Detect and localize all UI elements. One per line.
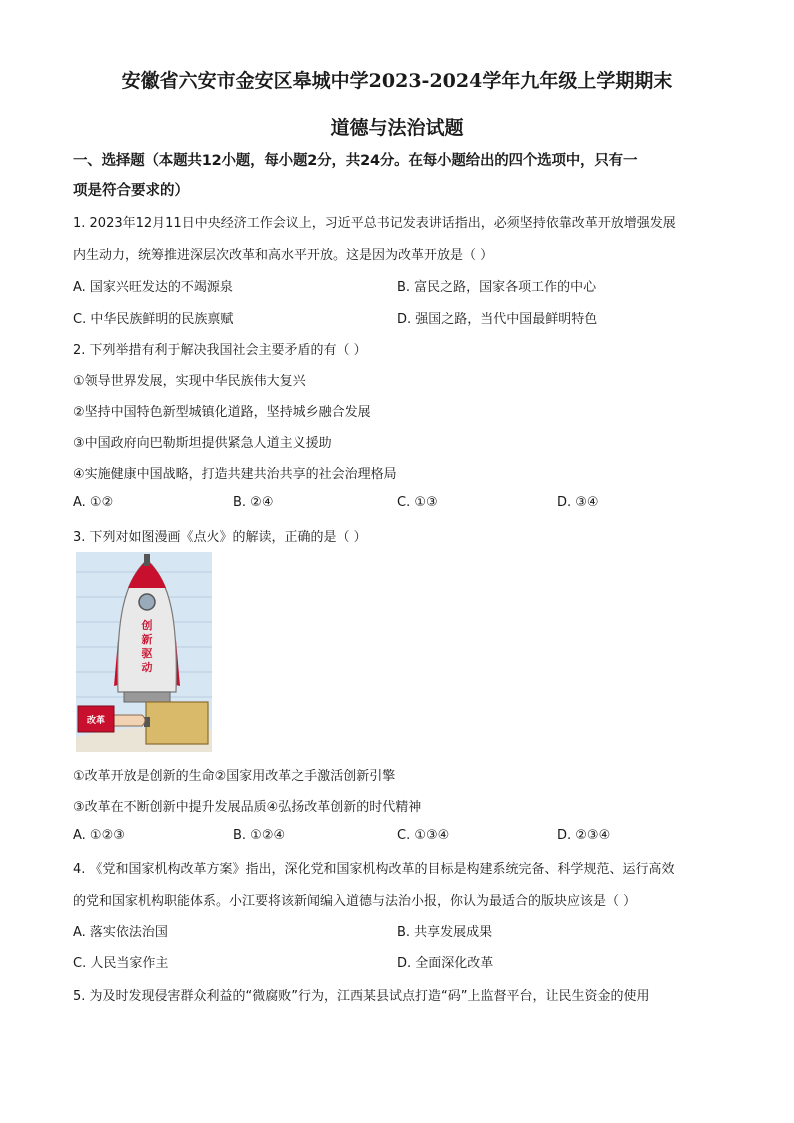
q3-stem: 3. 下列对如图漫画《点火》的解读，正确的是（ ）: [73, 530, 367, 545]
q3-item-1: ①改革开放是创新的生命②国家用改革之手激活创新引擎: [73, 769, 396, 784]
exam-title-line1: 安徽省六安市金安区皋城中学2023-2024学年九年级上学期期末: [121, 70, 673, 92]
q1-stem-line2: 内生动力，统筹推进深层次改革和高水平开放。这是因为改革开放是（ ）: [73, 248, 494, 263]
q2-item-4: ④实施健康中国战略，打造共建共治共享的社会治理格局: [73, 467, 397, 482]
q4-option-c[interactable]: C. 人民当家作主: [73, 956, 169, 971]
rocket-label-1: 创: [141, 619, 153, 632]
q3-option-b[interactable]: B. ①②④: [233, 828, 286, 843]
q1-option-d[interactable]: D. 强国之路，当代中国最鲜明特色: [397, 312, 598, 327]
q2-option-a[interactable]: A. ①②: [73, 495, 114, 510]
rocket-label-4: 动: [141, 661, 153, 674]
q3-option-c[interactable]: C. ①③④: [397, 828, 450, 843]
rocket-label-2: 新: [141, 633, 153, 646]
cartoon-button-label: 改革: [86, 716, 106, 726]
section-heading: [73, 146, 723, 206]
q2-stem: 2. 下列举措有利于解决我国社会主要矛盾的有（ ）: [73, 343, 367, 358]
q2-option-c[interactable]: C. ①③: [397, 495, 438, 510]
q3-option-a[interactable]: A. ①②③: [73, 828, 125, 843]
section-heading-line2: 项是符合要求的）: [73, 183, 189, 199]
q3-option-d[interactable]: D. ②③④: [557, 828, 611, 843]
q2-item-2: ②坚持中国特色新型城镇化道路，坚持城乡融合发展: [73, 405, 371, 420]
q2-item-3: ③中国政府向巴勒斯坦提供紧急人道主义援助: [73, 436, 332, 451]
q4-stem-line2: 的党和国家机构职能体系。小江要将该新闻编入道德与法治小报，你认为最适合的版块应该是（ ）: [73, 894, 637, 909]
cartoon-ignition-image: [76, 552, 212, 752]
q1-option-a[interactable]: A. 国家兴旺发达的不竭源泉: [73, 280, 233, 295]
q2-option-d[interactable]: D. ③④: [557, 495, 599, 510]
q4-stem-line1: 4. 《党和国家机构改革方案》指出，深化党和国家机构改革的目标是构建系统完备、科学规范、运行高效: [73, 862, 675, 877]
q1-option-c[interactable]: C. 中华民族鲜明的民族禀赋: [73, 312, 234, 327]
q4-option-a[interactable]: A. 落实依法治国: [73, 925, 168, 940]
q2-option-b[interactable]: B. ②④: [233, 495, 274, 510]
q3-item-2: ③改革在不断创新中提升发展品质④弘扬改革创新的时代精神: [73, 800, 422, 815]
q1-option-b[interactable]: B. 富民之路，国家各项工作的中心: [397, 280, 597, 295]
q4-option-d[interactable]: D. 全面深化改革: [397, 956, 494, 971]
q5-stem-line1: 5. 为及时发现侵害群众利益的“微腐败”行为，江西某县试点打造“码”上监督平台，让民生资金的使用: [73, 989, 650, 1004]
q2-item-1: ①领导世界发展，实现中华民族伟大复兴: [73, 374, 306, 389]
q1-stem-line1: 1. 2023年12月11日中央经济工作会议上，习近平总书记发表讲话指出，必须坚持依靠改革开放增强发展: [73, 216, 676, 231]
q4-option-b[interactable]: B. 共享发展成果: [397, 925, 493, 940]
rocket-label-3: 驱: [141, 647, 153, 660]
exam-title-line2: 道德与法治试题: [330, 117, 464, 139]
section-heading-line1: 一、选择题（本题共12小题，每小题2分，共24分。在每小题给出的四个选项中，只有一: [73, 153, 638, 169]
